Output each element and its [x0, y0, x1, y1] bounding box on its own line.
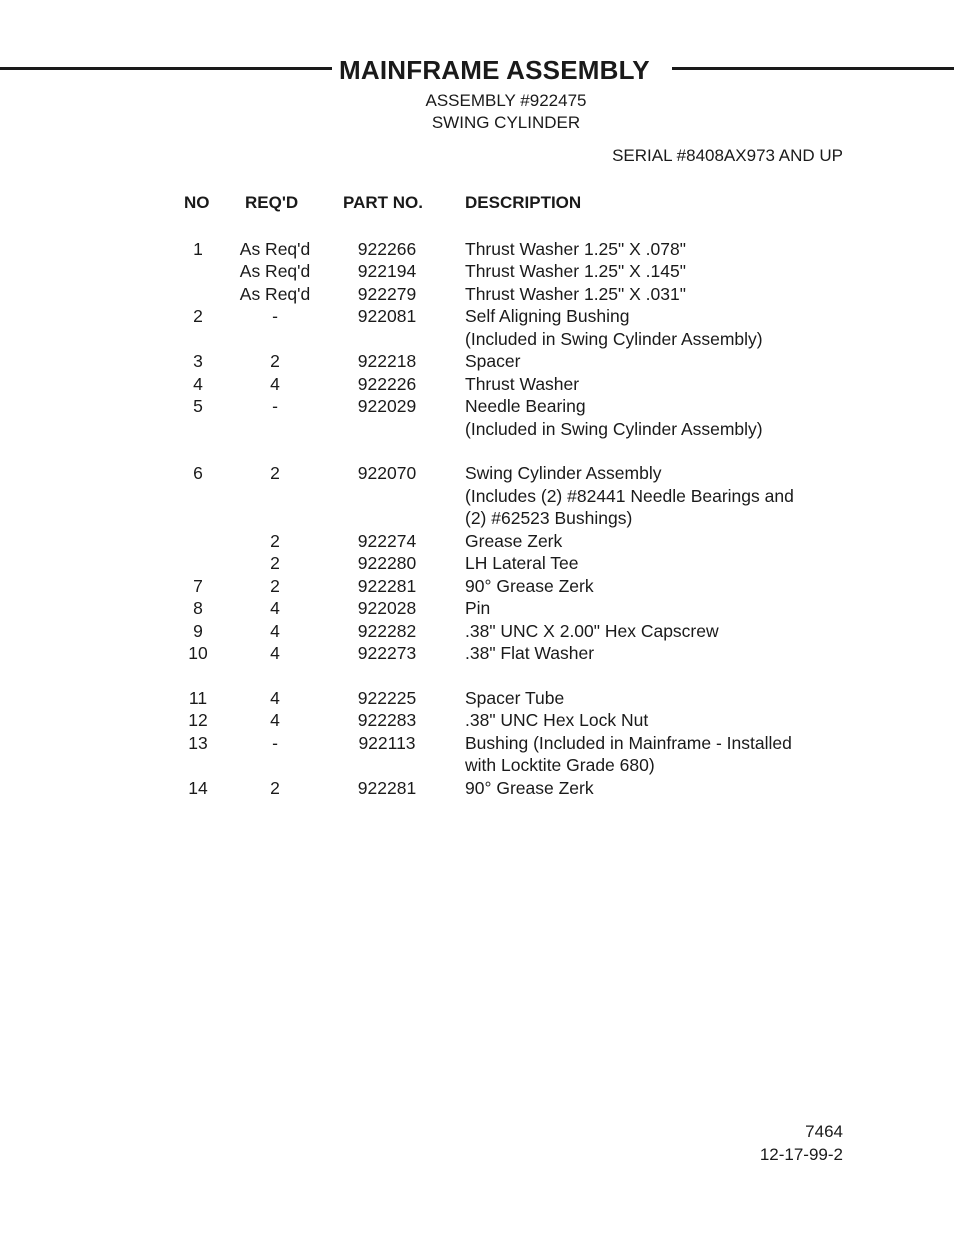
row-part-number: 922070 — [357, 463, 417, 483]
row-quantity: - — [272, 733, 278, 753]
row-part-number: 922273 — [357, 643, 417, 663]
row-part-number: 922226 — [357, 374, 417, 394]
row-description: Needle Bearing — [465, 396, 586, 416]
row-item-number: 10 — [188, 643, 208, 663]
row-quantity: 2 — [270, 531, 280, 551]
assembly-number: ASSEMBLY #922475 — [425, 91, 587, 110]
row-item-number: 6 — [193, 463, 203, 483]
row-quantity: 2 — [270, 351, 280, 371]
row-part-number: 922113 — [358, 733, 416, 753]
row-description: Spacer Tube — [465, 688, 565, 708]
date-code: 12-17-99-2 — [759, 1145, 843, 1164]
row-item-number: 13 — [188, 733, 208, 753]
row-part-number: 922028 — [357, 598, 417, 618]
subassembly-name: SWING CYLINDER — [431, 113, 581, 132]
row-quantity: - — [272, 306, 278, 326]
row-item-number: 12 — [188, 710, 208, 730]
row-description: .38" UNC X 2.00" Hex Capscrew — [465, 621, 719, 641]
row-quantity: 4 — [270, 643, 280, 663]
row-part-number: 922282 — [357, 621, 417, 641]
row-quantity: As Req'd — [239, 284, 311, 304]
row-item-number: 8 — [193, 598, 203, 618]
row-description: (Includes (2) #82441 Needle Bearings and — [465, 486, 794, 506]
row-description: Spacer — [465, 351, 521, 371]
row-item-number: 3 — [193, 351, 203, 371]
row-description: 90° Grease Zerk — [465, 778, 594, 798]
row-description: Pin — [465, 598, 491, 618]
page-number: 7464 — [805, 1122, 843, 1141]
row-description: (Included in Swing Cylinder Assembly) — [465, 329, 763, 349]
row-description: Thrust Washer — [465, 374, 580, 394]
row-description: 90° Grease Zerk — [465, 576, 594, 596]
column-header-description: DESCRIPTION — [465, 193, 582, 212]
row-description: with Locktite Grade 680) — [465, 755, 655, 775]
row-description: .38" UNC Hex Lock Nut — [465, 710, 649, 730]
row-quantity: 4 — [270, 374, 280, 394]
row-quantity: As Req'd — [239, 239, 311, 259]
row-item-number: 4 — [193, 374, 203, 394]
row-quantity: 4 — [270, 710, 280, 730]
column-header-reqd: REQ'D — [245, 193, 299, 212]
column-header-part-no: PART NO. — [343, 193, 423, 212]
row-part-number: 922029 — [357, 396, 417, 416]
row-description: Bushing (Included in Mainframe - Installed — [465, 733, 792, 753]
row-part-number: 922218 — [357, 351, 417, 371]
row-item-number: 2 — [193, 306, 203, 326]
row-description: (2) #62523 Bushings) — [465, 508, 633, 528]
row-description: Self Aligning Bushing — [465, 306, 630, 326]
row-description: Thrust Washer 1.25" X .145" — [465, 261, 686, 281]
row-quantity: As Req'd — [239, 261, 311, 281]
row-item-number: 1 — [193, 239, 203, 259]
row-description: Swing Cylinder Assembly — [465, 463, 662, 483]
row-description: (Included in Swing Cylinder Assembly) — [465, 419, 763, 439]
row-part-number: 922281 — [357, 576, 417, 596]
row-item-number: 7 — [193, 576, 203, 596]
row-part-number: 922225 — [357, 688, 417, 708]
row-description: Thrust Washer 1.25" X .078" — [465, 239, 686, 259]
row-part-number: 922081 — [357, 306, 417, 326]
row-part-number: 922194 — [357, 261, 417, 281]
title-rule-right — [672, 67, 954, 70]
row-quantity: 2 — [270, 463, 280, 483]
row-quantity: 2 — [270, 553, 280, 573]
row-description: Thrust Washer 1.25" X .031" — [465, 284, 686, 304]
column-header-no: NO — [184, 193, 210, 212]
row-item-number: 9 — [193, 621, 203, 641]
serial-range: SERIAL #8408AX973 AND UP — [612, 146, 843, 165]
page-title: MAINFRAME ASSEMBLY — [339, 55, 650, 85]
row-quantity: 2 — [270, 576, 280, 596]
row-quantity: 4 — [270, 621, 280, 641]
row-item-number: 14 — [188, 778, 208, 798]
row-quantity: 4 — [270, 688, 280, 708]
row-part-number: 922281 — [357, 778, 417, 798]
row-description: Grease Zerk — [465, 531, 563, 551]
row-part-number: 922283 — [357, 710, 417, 730]
row-part-number: 922280 — [357, 553, 417, 573]
row-item-number: 5 — [193, 396, 203, 416]
row-description: LH Lateral Tee — [465, 553, 579, 573]
row-part-number: 922274 — [357, 531, 417, 551]
title-rule-left — [0, 67, 332, 70]
row-quantity: 2 — [270, 778, 280, 798]
row-quantity: 4 — [270, 598, 280, 618]
row-part-number: 922279 — [357, 284, 417, 304]
row-description: .38" Flat Washer — [465, 643, 595, 663]
row-quantity: - — [272, 396, 278, 416]
row-part-number: 922266 — [357, 239, 417, 259]
row-item-number: 11 — [188, 688, 208, 708]
